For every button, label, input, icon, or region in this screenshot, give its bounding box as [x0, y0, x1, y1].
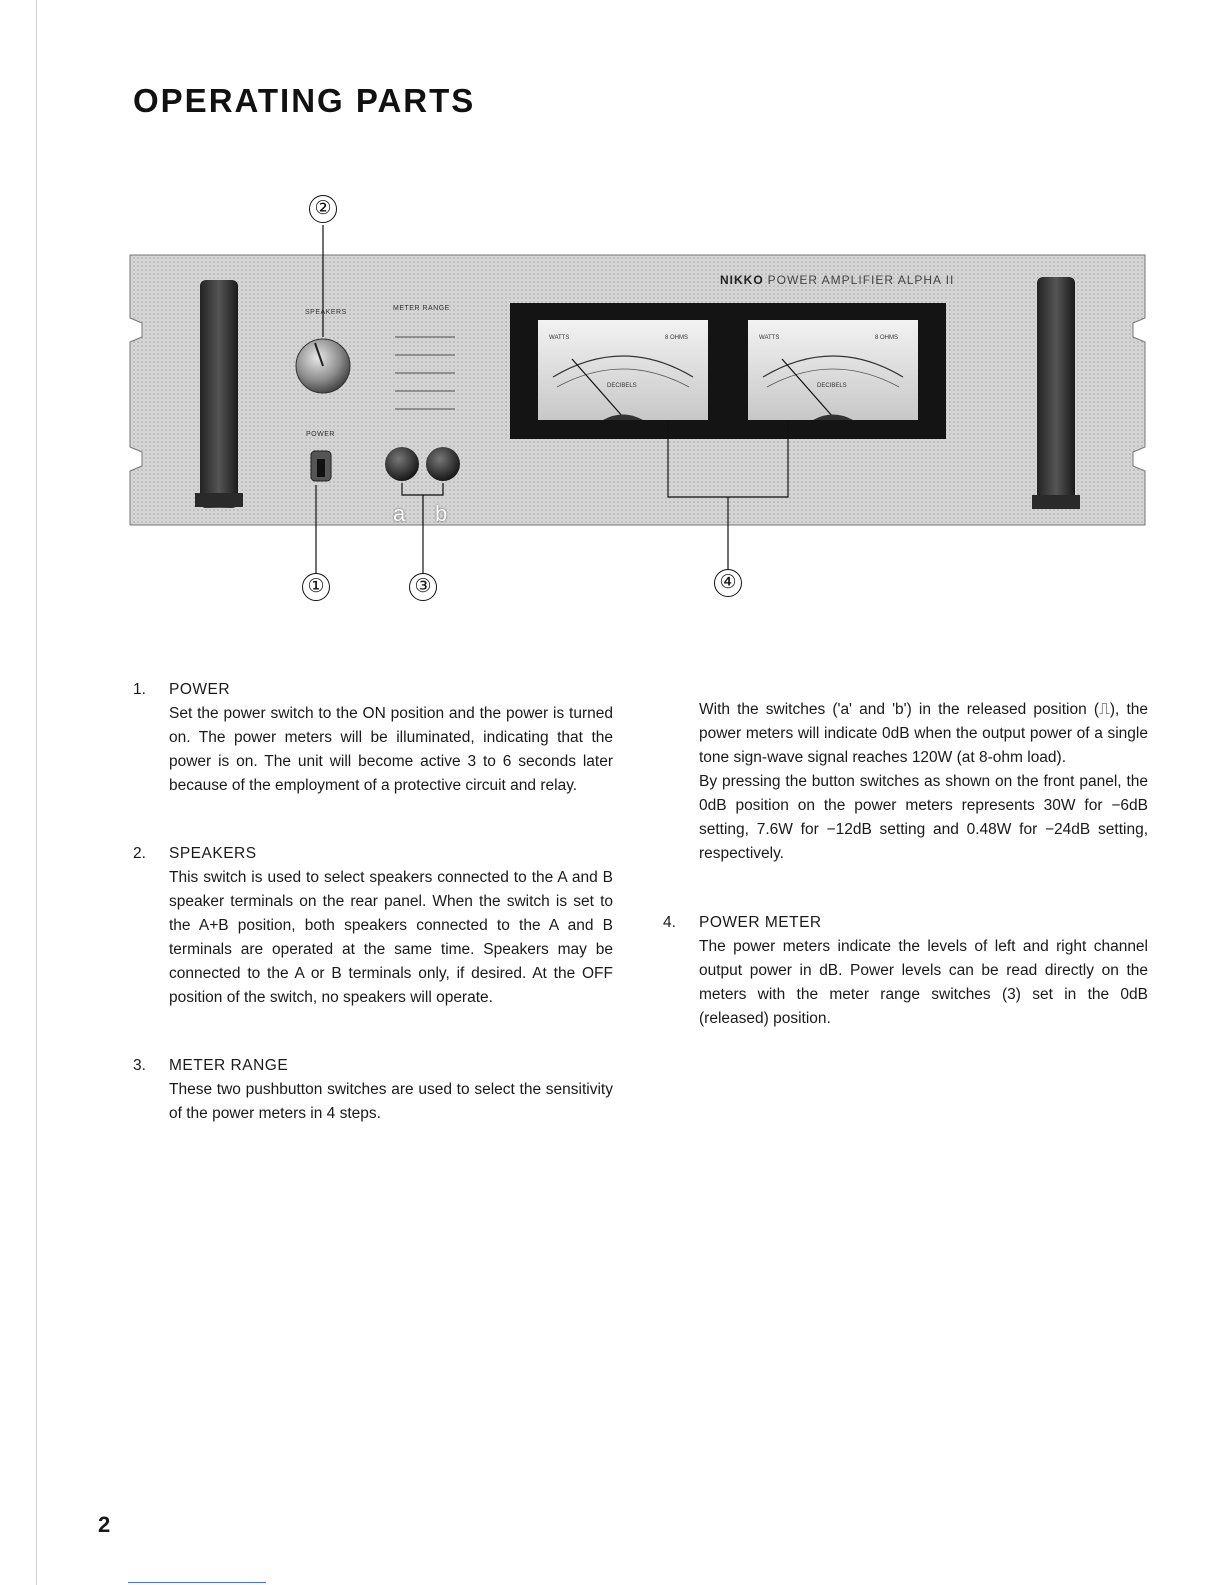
left-meter-ohms-label: 8 OHMS [665, 335, 689, 341]
brand-label [720, 273, 954, 287]
callout-4: ④ [714, 569, 742, 597]
section-number: 1. [133, 681, 146, 698]
section-body: Set the power switch to the ON position and the power is turned on. The power meters will be illuminated, indicating that the power is on. The unit will become active 3 to 6 seconds later because of the employment of a protective circuit and relay. [169, 705, 613, 794]
section-power-meter [663, 911, 1148, 1031]
callout-2: ② [309, 195, 337, 223]
button-b-label: b [435, 501, 448, 526]
amplifier-front-panel-figure [125, 185, 1150, 615]
speakers-caption: SPEAKERS [305, 309, 347, 316]
brand-name: NIKKO [720, 273, 764, 287]
button-a-label: a [393, 501, 406, 526]
meter-range-pressed-paragraph: By pressing the button switches as shown on the front panel, the 0dB position on the power meters represents 30W for −6dB setting, 7.6W for −12dB setting and 0.48W for −24dB setting, respectively. [699, 773, 1148, 862]
footer-rule [128, 1582, 266, 1583]
section-heading: SPEAKERS [169, 845, 257, 862]
section-heading: POWER [169, 681, 231, 698]
left-meter-decibels-label: DECIBELS [607, 383, 637, 389]
section-number: 2. [133, 845, 146, 862]
callout-3: ③ [409, 573, 437, 601]
section-heading: POWER METER [699, 914, 822, 931]
section-speakers [133, 842, 613, 1010]
meter-range-released-paragraph: With the switches ('a' and 'b') in the released position (⎍), the power meters will indicate 0dB when the output power of a single tone sign-wave signal reaches 120W (at 8-ohm load). [699, 701, 1148, 766]
spacer [663, 866, 1148, 911]
power-caption: POWER [306, 431, 335, 438]
section-number: 3. [133, 1057, 146, 1074]
section-body: The power meters indicate the levels of left and right channel output power in dB. Power levels can be read directly on the meters with the meter range switches (3) set in the 0dB (released) position. [699, 938, 1148, 1027]
left-column [133, 678, 613, 1170]
right-meter-ohms-label: 8 OHMS [875, 335, 899, 341]
binding-edge [36, 0, 37, 1585]
model-name: POWER AMPLIFIER ALPHA II [767, 273, 955, 287]
callout-1: ① [302, 573, 330, 601]
amplifier-illustration [125, 185, 1150, 615]
section-body: These two pushbutton switches are used to select the sensitivity of the power meters in 4 steps. [169, 1081, 613, 1122]
section-body: This switch is used to select speakers connected to the A and B speaker terminals on the rear panel. When the switch is set to the A+B position, both speakers connected to the A and B terminals are operated at the same time. Speakers may be connected to the A or B terminals only, if desired. At the OFF position of the switch, no speakers will operate. [169, 869, 613, 1006]
section-heading: METER RANGE [169, 1057, 289, 1074]
section-number: 4. [663, 914, 676, 931]
right-column [663, 698, 1148, 1075]
page-number: 2 [98, 1512, 111, 1537]
right-meter-decibels-label: DECIBELS [817, 383, 847, 389]
section-power [133, 678, 613, 798]
left-meter-watts-label: WATTS [549, 335, 570, 341]
page-title: OPERATING PARTS [133, 82, 476, 119]
right-meter-watts-label: WATTS [759, 335, 780, 341]
section-meter-range [133, 1054, 613, 1126]
meter-range-caption: METER RANGE [393, 305, 450, 312]
